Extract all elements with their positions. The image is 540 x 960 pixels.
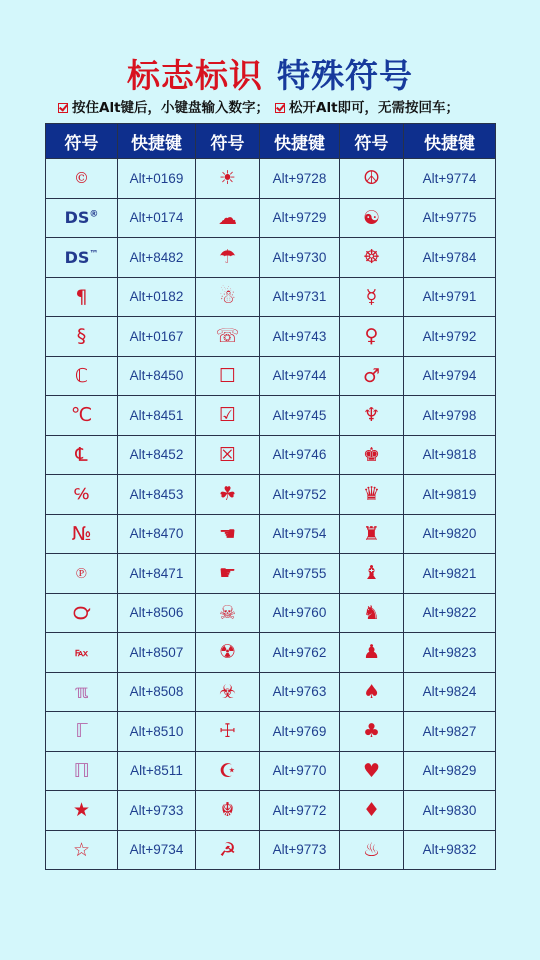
symbol-cell: ℅ xyxy=(46,475,118,515)
title-blue: 特殊符号 xyxy=(277,56,413,95)
symbol-cell: ☣ xyxy=(196,672,260,712)
shortcut-cell: Alt+9820 xyxy=(404,514,496,554)
symbol-cell: ℃ xyxy=(46,396,118,436)
checkbox-icon xyxy=(275,103,285,113)
shortcut-cell: Alt+9774 xyxy=(404,159,496,199)
symbol-cell: DS™ xyxy=(46,238,118,278)
symbol-cell: ♣ xyxy=(340,712,404,752)
symbol-cell: ☚ xyxy=(196,514,260,554)
header-shortcut: 快捷键 xyxy=(404,124,496,159)
symbol-cell: DS® xyxy=(46,198,118,238)
shortcut-cell: Alt+9773 xyxy=(260,830,340,870)
symbol-cell: ℻ xyxy=(46,633,118,673)
symbol-cell: ☐ xyxy=(196,356,260,396)
shortcut-cell: Alt+9832 xyxy=(404,830,496,870)
shortcut-cell: Alt+9794 xyxy=(404,356,496,396)
symbol-cell: ☭ xyxy=(196,830,260,870)
shortcut-cell: Alt+9827 xyxy=(404,712,496,752)
shortcut-cell: Alt+9743 xyxy=(260,317,340,357)
symbol-cell: ♚ xyxy=(340,435,404,475)
symbol-cell: ☿ xyxy=(340,277,404,317)
symbol-cell: ℿ xyxy=(46,751,118,791)
shortcut-cell: Alt+9763 xyxy=(260,672,340,712)
shortcut-cell: Alt+8471 xyxy=(118,554,196,594)
symbol-cell: ☢ xyxy=(196,633,260,673)
symbol-cell: ♝ xyxy=(340,554,404,594)
symbol-cell: ℺ xyxy=(46,593,118,633)
shortcut-table xyxy=(45,123,496,870)
title-red: 标志标识 xyxy=(127,56,263,95)
symbol-cell: ♆ xyxy=(340,396,404,436)
shortcut-cell: Alt+9770 xyxy=(260,751,340,791)
shortcut-cell: Alt+9752 xyxy=(260,475,340,515)
symbol-cell: ☪ xyxy=(196,751,260,791)
instruction-2: 松开Alt即可，无需按回车； xyxy=(289,100,460,116)
symbol-cell: № xyxy=(46,514,118,554)
table-row xyxy=(46,238,496,278)
symbol-cell: ☬ xyxy=(196,791,260,831)
shortcut-cell: Alt+8511 xyxy=(118,751,196,791)
shortcut-cell: Alt+9829 xyxy=(404,751,496,791)
table-row xyxy=(46,475,496,515)
symbol-cell: ♀ xyxy=(340,317,404,357)
symbol-cell: ♛ xyxy=(340,475,404,515)
shortcut-cell: Alt+9730 xyxy=(260,238,340,278)
shortcut-cell: Alt+8510 xyxy=(118,712,196,752)
header-symbol: 符号 xyxy=(46,124,118,159)
header-shortcut: 快捷键 xyxy=(118,124,196,159)
shortcut-cell: Alt+8470 xyxy=(118,514,196,554)
shortcut-cell: Alt+9760 xyxy=(260,593,340,633)
shortcut-cell: Alt+8451 xyxy=(118,396,196,436)
symbol-cell: ℄ xyxy=(46,435,118,475)
symbol-cell: © xyxy=(46,159,118,199)
table-row xyxy=(46,317,496,357)
shortcut-cell: Alt+9821 xyxy=(404,554,496,594)
symbol-cell: ℗ xyxy=(46,554,118,594)
symbol-cell: ♂ xyxy=(340,356,404,396)
symbol-cell: ☸ xyxy=(340,238,404,278)
shortcut-cell: Alt+9772 xyxy=(260,791,340,831)
table-row xyxy=(46,277,496,317)
shortcut-cell: Alt+9818 xyxy=(404,435,496,475)
symbol-cell: ☁ xyxy=(196,198,260,238)
shortcut-cell: Alt+9734 xyxy=(118,830,196,870)
symbol-cell: ☘ xyxy=(196,475,260,515)
table-row xyxy=(46,159,496,199)
shortcut-cell: Alt+8507 xyxy=(118,633,196,673)
table-row xyxy=(46,791,496,831)
table-header-row xyxy=(46,124,496,159)
table-row xyxy=(46,356,496,396)
symbol-cell: ♠ xyxy=(340,672,404,712)
shortcut-cell: Alt+9784 xyxy=(404,238,496,278)
symbol-cell: § xyxy=(46,317,118,357)
table-row xyxy=(46,633,496,673)
symbol-cell: ☮ xyxy=(340,159,404,199)
header-symbol: 符号 xyxy=(340,124,404,159)
shortcut-cell: Alt+9746 xyxy=(260,435,340,475)
symbol-cell: ☒ xyxy=(196,435,260,475)
shortcut-cell: Alt+8506 xyxy=(118,593,196,633)
symbol-cell: ☆ xyxy=(46,830,118,870)
table-row xyxy=(46,396,496,436)
shortcut-cell: Alt+0167 xyxy=(118,317,196,357)
table-row xyxy=(46,672,496,712)
symbol-cell: ♦ xyxy=(340,791,404,831)
symbol-cell: ☃ xyxy=(196,277,260,317)
shortcut-cell: Alt+9775 xyxy=(404,198,496,238)
shortcut-cell: Alt+8450 xyxy=(118,356,196,396)
shortcut-cell: Alt+9792 xyxy=(404,317,496,357)
symbol-cell: ℂ xyxy=(46,356,118,396)
symbol-cell: ☠ xyxy=(196,593,260,633)
shortcut-cell: Alt+0174 xyxy=(118,198,196,238)
table-row xyxy=(46,712,496,752)
table-row xyxy=(46,751,496,791)
shortcut-cell: Alt+9754 xyxy=(260,514,340,554)
table-row xyxy=(46,593,496,633)
shortcut-cell: Alt+8508 xyxy=(118,672,196,712)
shortcut-cell: Alt+9729 xyxy=(260,198,340,238)
shortcut-cell: Alt+9745 xyxy=(260,396,340,436)
symbol-cell: ☯ xyxy=(340,198,404,238)
instructions xyxy=(58,98,528,118)
shortcut-cell: Alt+8482 xyxy=(118,238,196,278)
shortcut-cell: Alt+9769 xyxy=(260,712,340,752)
symbol-cell: ♞ xyxy=(340,593,404,633)
symbol-cell: ♜ xyxy=(340,514,404,554)
shortcut-cell: Alt+8453 xyxy=(118,475,196,515)
shortcut-cell: Alt+0182 xyxy=(118,277,196,317)
symbol-cell: ☏ xyxy=(196,317,260,357)
symbol-cell: ☩ xyxy=(196,712,260,752)
symbol-cell: ★ xyxy=(46,791,118,831)
shortcut-cell: Alt+9824 xyxy=(404,672,496,712)
table-row xyxy=(46,514,496,554)
symbol-cell: ♨ xyxy=(340,830,404,870)
table-row xyxy=(46,830,496,870)
shortcut-cell: Alt+9823 xyxy=(404,633,496,673)
shortcut-cell: Alt+9733 xyxy=(118,791,196,831)
instruction-1: 按住Alt键后，小键盘输入数字； xyxy=(72,100,270,116)
symbol-cell: ℾ xyxy=(46,712,118,752)
table-row xyxy=(46,554,496,594)
checkbox-icon xyxy=(58,103,68,113)
page-title xyxy=(0,52,540,100)
shortcut-cell: Alt+9830 xyxy=(404,791,496,831)
shortcut-cell: Alt+9744 xyxy=(260,356,340,396)
shortcut-cell: Alt+9822 xyxy=(404,593,496,633)
symbol-cell: ☛ xyxy=(196,554,260,594)
symbol-cell: ♥ xyxy=(340,751,404,791)
table-row xyxy=(46,198,496,238)
symbol-cell: ¶ xyxy=(46,277,118,317)
shortcut-cell: Alt+9755 xyxy=(260,554,340,594)
shortcut-cell: Alt+8452 xyxy=(118,435,196,475)
header-shortcut: 快捷键 xyxy=(260,124,340,159)
header-symbol: 符号 xyxy=(196,124,260,159)
table-row xyxy=(46,435,496,475)
symbol-cell: ☂ xyxy=(196,238,260,278)
symbol-cell: ♟ xyxy=(340,633,404,673)
shortcut-cell: Alt+9791 xyxy=(404,277,496,317)
shortcut-cell: Alt+0169 xyxy=(118,159,196,199)
symbol-cell: ℼ xyxy=(46,672,118,712)
shortcut-cell: Alt+9762 xyxy=(260,633,340,673)
shortcut-cell: Alt+9819 xyxy=(404,475,496,515)
shortcut-cell: Alt+9731 xyxy=(260,277,340,317)
symbol-cell: ☑ xyxy=(196,396,260,436)
symbol-cell: ☀ xyxy=(196,159,260,199)
shortcut-cell: Alt+9728 xyxy=(260,159,340,199)
shortcut-cell: Alt+9798 xyxy=(404,396,496,436)
